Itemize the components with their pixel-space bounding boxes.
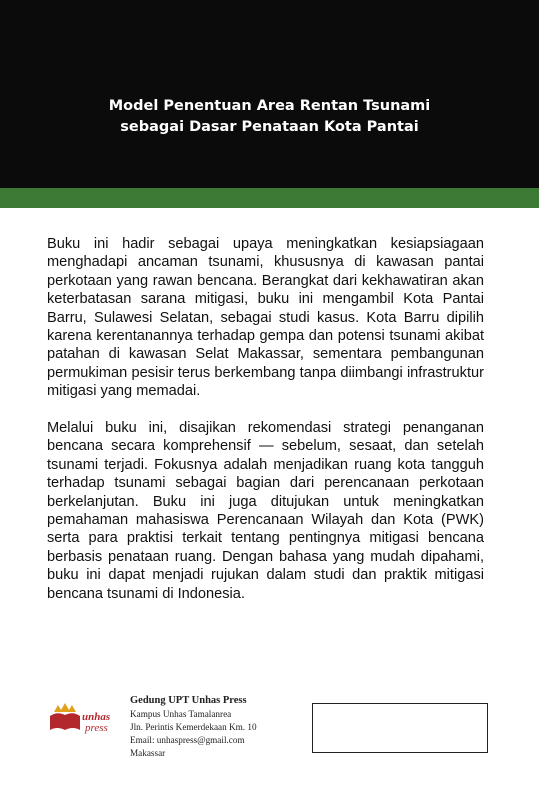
publisher-address [130, 694, 300, 760]
publisher-name: Gedung UPT Unhas Press [130, 695, 247, 706]
address-city: Makassar [130, 748, 166, 758]
cover-header [0, 0, 539, 188]
address-line2: Jln. Perintis Kemerdekaan Km. 10 [130, 722, 257, 732]
address-line1: Kampus Unhas Tamalanrea [130, 709, 232, 719]
book-title [0, 96, 539, 138]
address-email: Email: unhaspress@gmail.com [130, 735, 245, 745]
book-title-line1: Model Penentuan Area Rentan Tsunami [108, 98, 431, 114]
barcode-placeholder-box [312, 703, 488, 753]
blurb-paragraph-2: Melalui buku ini, disajikan rekomendasi strategi penanganan bencana secara komprehensif — sebelum, sesaat, dan setelah tsunami terjadi. Fokusnya adalah menjadikan ruang kota tangguh terhadap tsunami sebagai bagian dari perencanaan perkotaan berkelanjutan. Buku ini juga ditujukan untuk meningkatkan pemahaman mahasiswa Perencanaan Wilayah dan Kota (PWK) serta para praktisi terkait tentang pentingnya mitigasi bencana berbasis penataan ruang. Dengan bahasa yang mudah dipahami, buku ini dapat menjadi rujukan dalam studi dan praktik mitigasi bencana tsunami di Indonesia. [47, 420, 484, 602]
blurb-text [47, 235, 484, 622]
book-title-line2: sebagai Dasar Penataan Kota Pantai [120, 119, 419, 135]
green-band [0, 188, 539, 208]
logo-text-bottom: press [85, 722, 108, 734]
blurb-paragraph-1: Buku ini hadir sebagai upaya meningkatkan kesiapsiagaan menghadapi ancaman tsunami, khususnya di kawasan pantai perkotaan yang rawan bencana. Berangkat dari kekhawatiran akan keterbatasan sarana mitigasi, buku ini mengambil Kota Pantai Barru, Sulawesi Selatan, sebagai studi kasus. Kota Barru dipilih karena kerentanannya terhadap gempa dan potensi tsunami akibat patahan di kawasan Selat Makassar, sementara pembangunan permukiman pesisir terus berkembang tanpa diimbangi infrastruktur mitigasi yang memadai. [47, 236, 484, 400]
logo-text-top: unhas [82, 711, 111, 723]
publisher-footer [0, 690, 539, 800]
unhas-press-logo [48, 700, 118, 736]
